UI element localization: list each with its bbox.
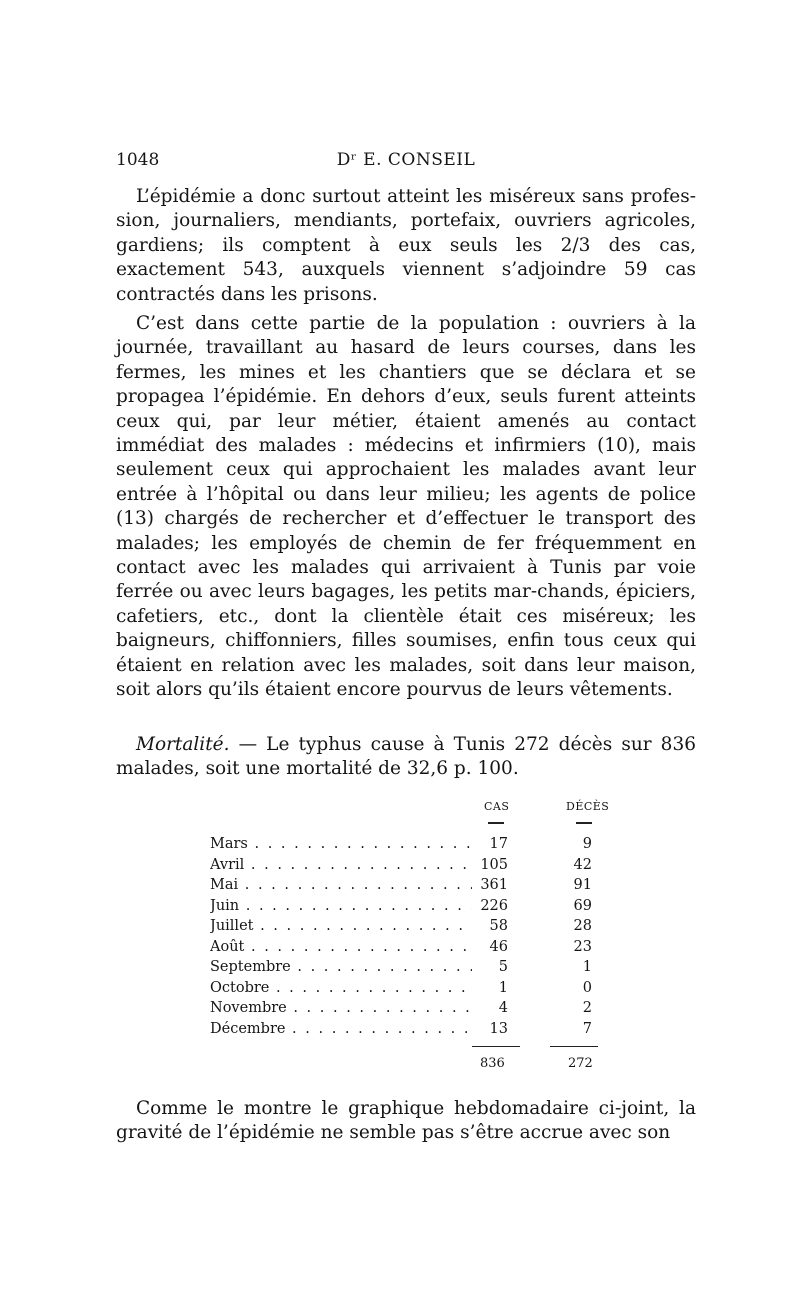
table-row [210,918,620,938]
cas-value: 105 [480,856,508,873]
running-title: Dʳ E. CONSEIL [336,150,476,170]
table-row [210,959,620,979]
deces-value: 42 [573,856,592,873]
cas-value: 361 [480,877,508,893]
paragraph-text [116,733,696,782]
table-row [210,898,620,918]
deces-value: 69 [573,897,592,914]
table-row [210,836,620,856]
running-header [116,150,696,172]
cas-value: 17 [489,836,508,852]
cas-value: 4 [498,1000,508,1016]
paragraph-text: C’est dans cette partie de la population : ouvriers à la journée, travaillant au hasard de leurs courses, dans les fermes, les mines et les chantiers que se déclara et se propagea l’épidémie. En dehors d’eux, seuls furent atteints ceux qui, par leur métier, étaient amenés au contact immédiat des malades : médecins et infirmiers (10), mais seulement ceux qui approchaient les malades avant leur entrée à l’hôpital ou dans leur milieu; les agents de police (13) chargés de rechercher et d’effectuer le transport des malades; les employés de chemin de fer fréquemment en contact avec les malades qui arrivaient à Tunis par voie ferrée ou avec leurs bagages, les petits mar-chands, épiciers, cafetiers, etc., dont la clientèle était ces miséreux; les baigneurs, chiffonniers, filles soumises, enfin tous ceux qui étaient en relation avec les malades, soit dans leur maison, soit alors qu’ils étaient encore pourvus de leurs vêtements. [116,313,696,701]
paragraph-graphique [116,1097,696,1146]
month-label: Août . . . [210,939,472,955]
total-deces: 272 [568,1056,593,1071]
month-label: Juin . . . [210,898,472,914]
cas-value: 226 [480,897,508,914]
cas-value: 5 [498,959,508,975]
table-row [210,857,620,877]
mortalite-text: — Le typhus cause à Tunis 272 décès sur 836 malades, soit une mortalité de 32,6 p. 100. [116,734,696,780]
table-row [210,1000,620,1020]
month-label: Novembre . . . [210,1000,472,1016]
table-row [210,877,620,897]
total-rule-deces [550,1046,598,1047]
table-row [210,980,620,1000]
deces-value: 1 [582,959,592,975]
month-label: Mars . . . [210,836,472,852]
paragraph-text: Comme le montre le graphique hebdomadaire ci-joint, la gravité de l’épidémie ne semble pas s’être accrue avec son [116,1098,696,1144]
cas-value: 58 [489,918,508,934]
paragraph-miserables [116,185,696,307]
deces-value: 23 [573,938,592,955]
col-header-deces: DÉCÈS [566,800,610,813]
deces-value: 28 [573,918,592,934]
total-rule-cas [472,1046,520,1047]
month-label: Juillet . . . [210,918,472,934]
month-label: Décembre . . . [210,1021,472,1037]
deces-value: 2 [582,1000,592,1016]
deces-value: 7 [582,1020,592,1037]
table-row [210,1021,620,1041]
paragraph-mortalite [116,733,696,782]
paragraph-text: L’épidémie a donc surtout atteint les miséreux sans profes-sion, journaliers, mendiants, portefaix, ouvriers agricoles, gardiens; ils comptent à eux seuls les 2/3 des cas, exactement 543, auxquels viennent s’adjoindre 59 cas contractés dans les prisons. [116,186,696,305]
table-row [210,939,620,959]
cas-value: 1 [498,979,508,996]
cas-value: 13 [489,1020,508,1037]
month-label: Octobre . . . [210,980,472,996]
month-label: Avril . . . [210,857,472,873]
deces-value: 91 [573,877,592,893]
month-label: Mai . . . [210,877,472,893]
col-dash-cas [488,822,504,824]
total-cas: 836 [480,1056,505,1071]
page-number: 1048 [116,150,160,170]
col-dash-deces [576,822,592,824]
deces-value: 9 [582,836,592,852]
deces-value: 0 [582,979,592,996]
month-label: Septembre . . . [210,959,472,975]
paragraph-population [116,312,696,703]
col-header-cas: CAS [484,800,510,813]
cas-value: 46 [489,938,508,955]
section-lead: Mortalité. [136,734,230,755]
